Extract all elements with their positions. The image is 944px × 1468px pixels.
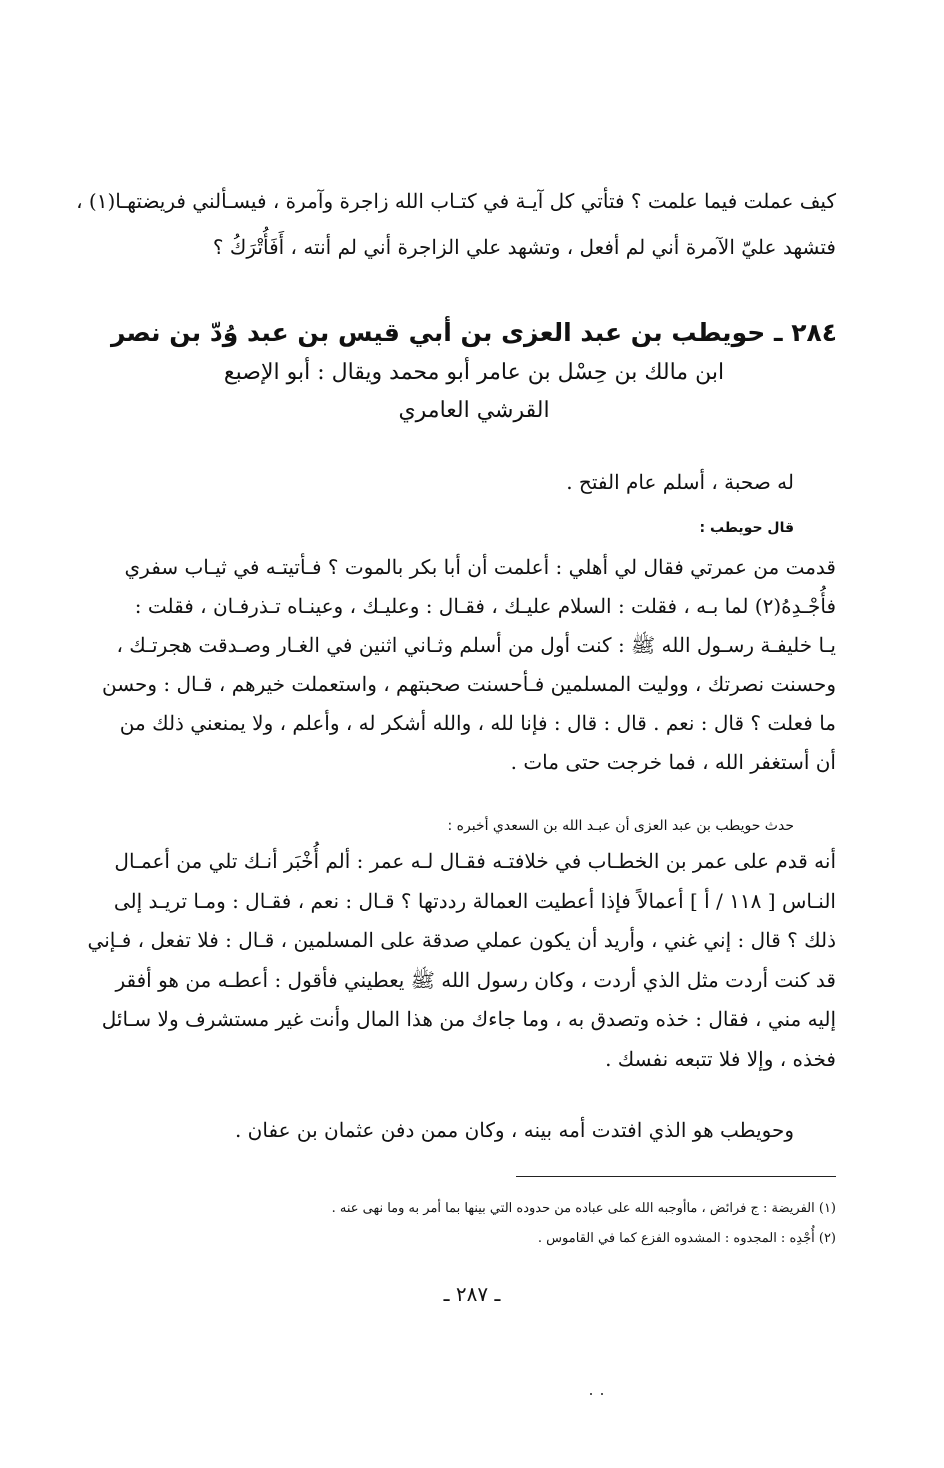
text-line: وحسنت نصرتك ، ووليت المسلمين فـأحسنت صحبتهم ، واستعملت خيرهم ، قـال : وحسن	[101, 672, 836, 696]
footnote-2: (٢) أُجْدِه : المجدوه : المشدوه الفزع كما في القاموس .	[537, 1231, 836, 1246]
entry-title: ٢٨٤ ـ حويطب بن عبد العزى بن أبي قيس بن عبد وُدّ بن نصر	[111, 318, 837, 347]
text-line: أن أستغفر الله ، فما خرجت حتى مات .	[510, 750, 836, 774]
story-paragraph-2	[87, 842, 836, 1079]
scan-speckle	[572, 1380, 612, 1382]
narration-chain: حدث حويطب بن عبد العزى أن عبـد الله بن السعدي أخبره :	[447, 818, 794, 834]
text-line: كيف عملت فيما علمت ؟ فتأتي كل آيـة في كتـاب الله زاجرة وآمرة ، فيسـألني فريضتهـا(١) ،	[76, 189, 836, 213]
text-line: إليه مني ، فقال : خذه وتصدق به ، وما جاءك من هذا المال وأنت غير مستشرف ولا سـائل	[101, 1007, 836, 1031]
narration-label: قال حويطب :	[699, 520, 794, 536]
entry-subtitle-2: القرشي العامري	[398, 398, 550, 423]
page-number: ـ ٢٨٧ ـ	[443, 1282, 501, 1306]
top-paragraph	[76, 178, 836, 270]
text-line: أنه قدم على عمر بن الخطـاب في خلافتـه فقـال لـه عمر : ألم أُخْبَر أنـك تلي من أعمـال	[114, 849, 836, 873]
text-line: ما فعلت ؟ قال : نعم . قال : قال : فإنا لله ، والله أشكر له ، وأعلم ، ولا يمنعني ذلك من	[119, 711, 836, 735]
text-line: يـا خليفـة رسـول الله ﷺ : كنت أول من أسلم وثـاني اثنين في الغـار وصـدقت هجرتـك ،	[116, 633, 836, 657]
text-line: فتشهد عليّ الآمرة أني لم أفعل ، وتشهد علي الزاجرة أني لم أنته ، أَفَأُتْرَكُ ؟	[212, 235, 836, 259]
text-line: النـاس [ ١١٨ / أ ] أعمالاً فإذا أعطيت العمالة رددتها ؟ قـال : نعم ، فقـال : ومـا تريـد إلى	[113, 888, 836, 913]
text-line: قدمت من عمرتي فقال لي أهلي : أعلمت أن أبا بكر بالموت ؟ فـأتيتـه في ثيـاب سفري	[124, 555, 836, 579]
text-line: فأُجْـدِهُ(٢) لما بـه ، فقلت : السلام عليـك ، فقـال : وعليـك ، وعينـاه تـذرفـان ، فقلت :	[134, 594, 836, 618]
closing-text: وحويطب هو الذي افتدت أمه بينه ، وكان ممن دفن عثمان بن عفان .	[234, 1118, 794, 1142]
intro-text: له صحبة ، أسلم عام الفتح .	[566, 470, 794, 494]
text-line: ذلك ؟ قال : إني غني ، وأريد أن يكون عملي صدقة على المسلمين ، قـال : فلا تفعل ، فـإني	[87, 928, 836, 952]
footnote-divider	[516, 1176, 836, 1177]
text-line: فخذه ، وإلا فلا تتبعه نفسك .	[605, 1046, 836, 1071]
text-line: قد كنت أردت مثل الذي أردت ، وكان رسول الله ﷺ يعطيني فأقول : أعطـه من هو أفقر	[115, 967, 836, 992]
entry-subtitle-1: ابن مالك بن حِسْل بن عامر أبو محمد ويقال : أبو الإصبع	[223, 360, 725, 385]
footnote-1: (١) الفريضة : ج فرائض ، ماأوجبه الله على عباده من حدوده التي بينها بما أمر به وما نهى عنه .	[331, 1201, 836, 1216]
story-paragraph-1	[101, 548, 836, 782]
entry-heading	[104, 312, 844, 430]
